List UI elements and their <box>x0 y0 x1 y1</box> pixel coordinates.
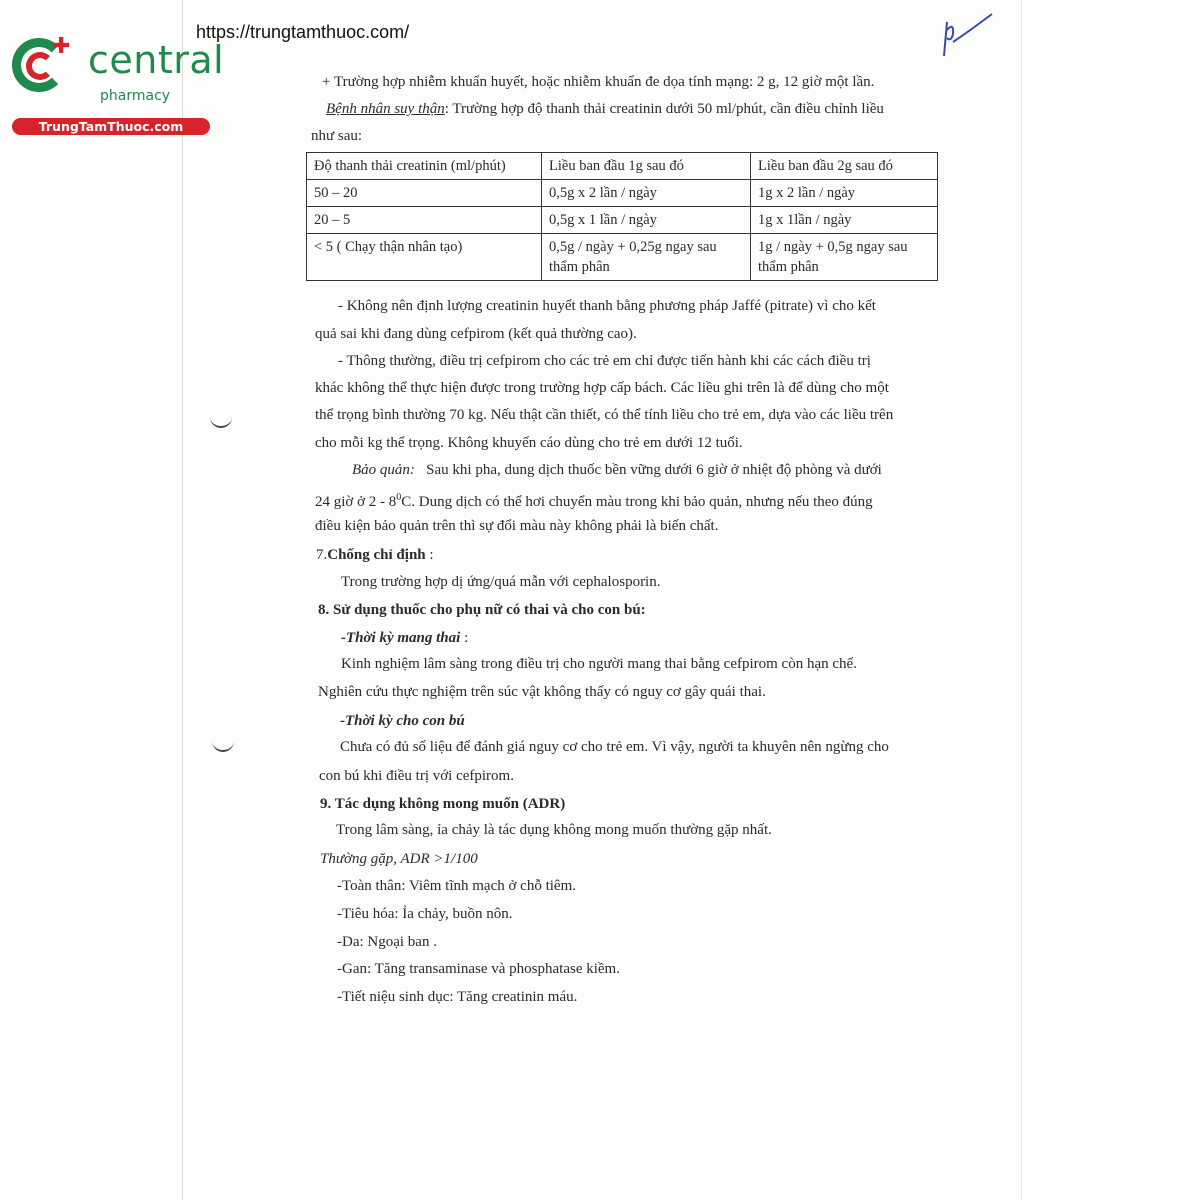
table-header-cell: Độ thanh thải creatinin (ml/phút) <box>307 153 542 180</box>
logo-wordmark: central <box>88 38 225 82</box>
pregnancy-subtitle: -Thời kỳ mang thai <box>341 630 461 646</box>
storage-label: Bảo quản: <box>352 462 415 478</box>
section-7-title: Chống chỉ định <box>327 547 426 563</box>
section-9-heading: 9. Tác dụng không mong muốn (ADR) <box>320 796 566 812</box>
children-line-4: cho mỗi kg thể trọng. Không khuyến cáo dùng cho trẻ em dưới 12 tuổi. <box>315 435 743 451</box>
jaffe-line-2: quả sai khi đang dùng cefpirom (kết quả thường cao). <box>315 326 637 342</box>
adr-frequency: Thường gặp, ADR >1/100 <box>320 851 478 867</box>
adr-item: -Gan: Tăng transaminase và phosphatase kiềm. <box>337 961 620 977</box>
breastfeeding-line-1: Chưa có đủ số liệu để đánh giá nguy cơ cho trẻ em. Vì vậy, người ta khuyên nên ngừng cho <box>340 739 889 755</box>
table-header-cell: Liều ban đầu 1g sau đó <box>542 153 751 180</box>
children-line-3: thể trọng bình thường 70 kg. Nếu thật cần thiết, có thể tính liều cho trẻ em, dựa vào các liều trên <box>315 407 894 423</box>
children-line-1: - Thông thường, điều trị cefpirom cho các trẻ em chỉ được tiến hành khi các cách điều trị <box>338 353 871 369</box>
storage-text-1: Sau khi pha, dung dịch thuốc bền vững dưới 6 giờ ở nhiệt độ phòng và dưới <box>426 462 882 478</box>
adr-intro: Trong lâm sàng, ỉa chảy là tác dụng không mong muốn thường gặp nhất. <box>336 822 772 838</box>
table-cell: 0,5g x 1 lần / ngày <box>542 207 751 234</box>
table-cell: < 5 ( Chạy thận nhân tạo) <box>307 234 542 281</box>
table-cell: 1g x 2 lần / ngày <box>751 180 938 207</box>
table-cell: 0,5g / ngày + 0,25g ngay sau thẩm phân <box>542 234 751 281</box>
table-cell: 0,5g x 2 lần / ngày <box>542 180 751 207</box>
renal-paragraph <box>326 99 884 119</box>
adr-item: -Da: Ngoại ban . <box>337 934 437 950</box>
table-row <box>307 207 938 234</box>
signature-mark <box>938 12 998 62</box>
adr-item: -Toàn thân: Viêm tĩnh mạch ở chỗ tiêm. <box>337 878 576 894</box>
source-url: https://trungtamthuoc.com/ <box>196 22 410 42</box>
children-line-2: khác không thể thực hiện được trong trường hợp cấp bách. Các liều ghi trên là để dùng cho một <box>315 380 889 396</box>
pregnancy-line-2: Nghiên cứu thực nghiệm trên súc vật không thấy có nguy cơ gây quái thai. <box>318 684 766 700</box>
table-header-row <box>307 153 938 180</box>
section-8-heading: 8. Sử dụng thuốc cho phụ nữ có thai và cho con bú: <box>318 602 646 618</box>
adr-item: -Tiêu hóa: Ỉa chảy, buồn nôn. <box>337 906 513 922</box>
section-7-number: 7. <box>316 547 328 563</box>
section-7-body: Trong trường hợp dị ứng/quá mẫn với cephalosporin. <box>341 574 661 590</box>
storage-line-1 <box>352 460 882 480</box>
table-cell: 50 – 20 <box>307 180 542 207</box>
renal-text: : Trường hợp độ thanh thải creatinin dưới 50 ml/phút, cần điều chỉnh liều <box>444 101 884 117</box>
renal-text-cont: như sau: <box>311 128 363 144</box>
pregnancy-line-1: Kinh nghiệm lâm sàng trong điều trị cho người mang thai bằng cefpirom còn hạn chế. <box>341 656 857 672</box>
pregnancy-colon: : <box>460 630 469 646</box>
renal-dose-table <box>306 152 938 281</box>
storage-text-2b: C. Dung dịch có thể hơi chuyển màu trong khi bảo quản, nhưng nếu theo đúng <box>401 494 873 510</box>
pharmacy-logo <box>10 34 225 136</box>
logo-site-banner: TrungTamThuoc.com <box>12 118 210 135</box>
section-7-colon: : <box>425 547 434 563</box>
dose-line-sepsis: + Trường hợp nhiễm khuẩn huyết, hoặc nhiễm khuẩn đe dọa tính mạng: 2 g, 12 giờ một lần. <box>322 74 875 90</box>
section-7-heading <box>316 545 434 565</box>
storage-text-2a: 24 giờ ở 2 - 8 <box>315 494 397 510</box>
logo-inner-c-icon <box>26 52 54 80</box>
logo-cross-icon: ✚ <box>52 34 71 59</box>
table-row <box>307 234 938 281</box>
jaffe-line-1: - Không nên định lượng creatinin huyết thanh bằng phương pháp Jaffé (pitrate) vì cho kết <box>338 298 876 314</box>
table-cell: 20 – 5 <box>307 207 542 234</box>
table-row <box>307 180 938 207</box>
renal-label: Bệnh nhân suy thận <box>326 101 445 117</box>
table-cell: 1g x 1lần / ngày <box>751 207 938 234</box>
degree-superscript: 0 <box>396 492 402 503</box>
adr-item: -Tiết niệu sinh dục: Tăng creatinin máu. <box>337 989 578 1005</box>
storage-line-2 <box>315 488 873 512</box>
storage-line-3: điều kiện bảo quản trên thì sự đổi màu này không phải là biến chất. <box>315 518 719 534</box>
breastfeeding-subheading: -Thời kỳ cho con bú <box>340 713 465 729</box>
breastfeeding-line-2: con bú khi điều trị với cefpirom. <box>319 768 514 784</box>
table-cell: 1g / ngày + 0,5g ngay sau thẩm phân <box>751 234 938 281</box>
pregnancy-subheading <box>341 628 468 648</box>
logo-subtitle: pharmacy <box>100 88 171 104</box>
table-header-cell: Liều ban đầu 2g sau đó <box>751 153 938 180</box>
